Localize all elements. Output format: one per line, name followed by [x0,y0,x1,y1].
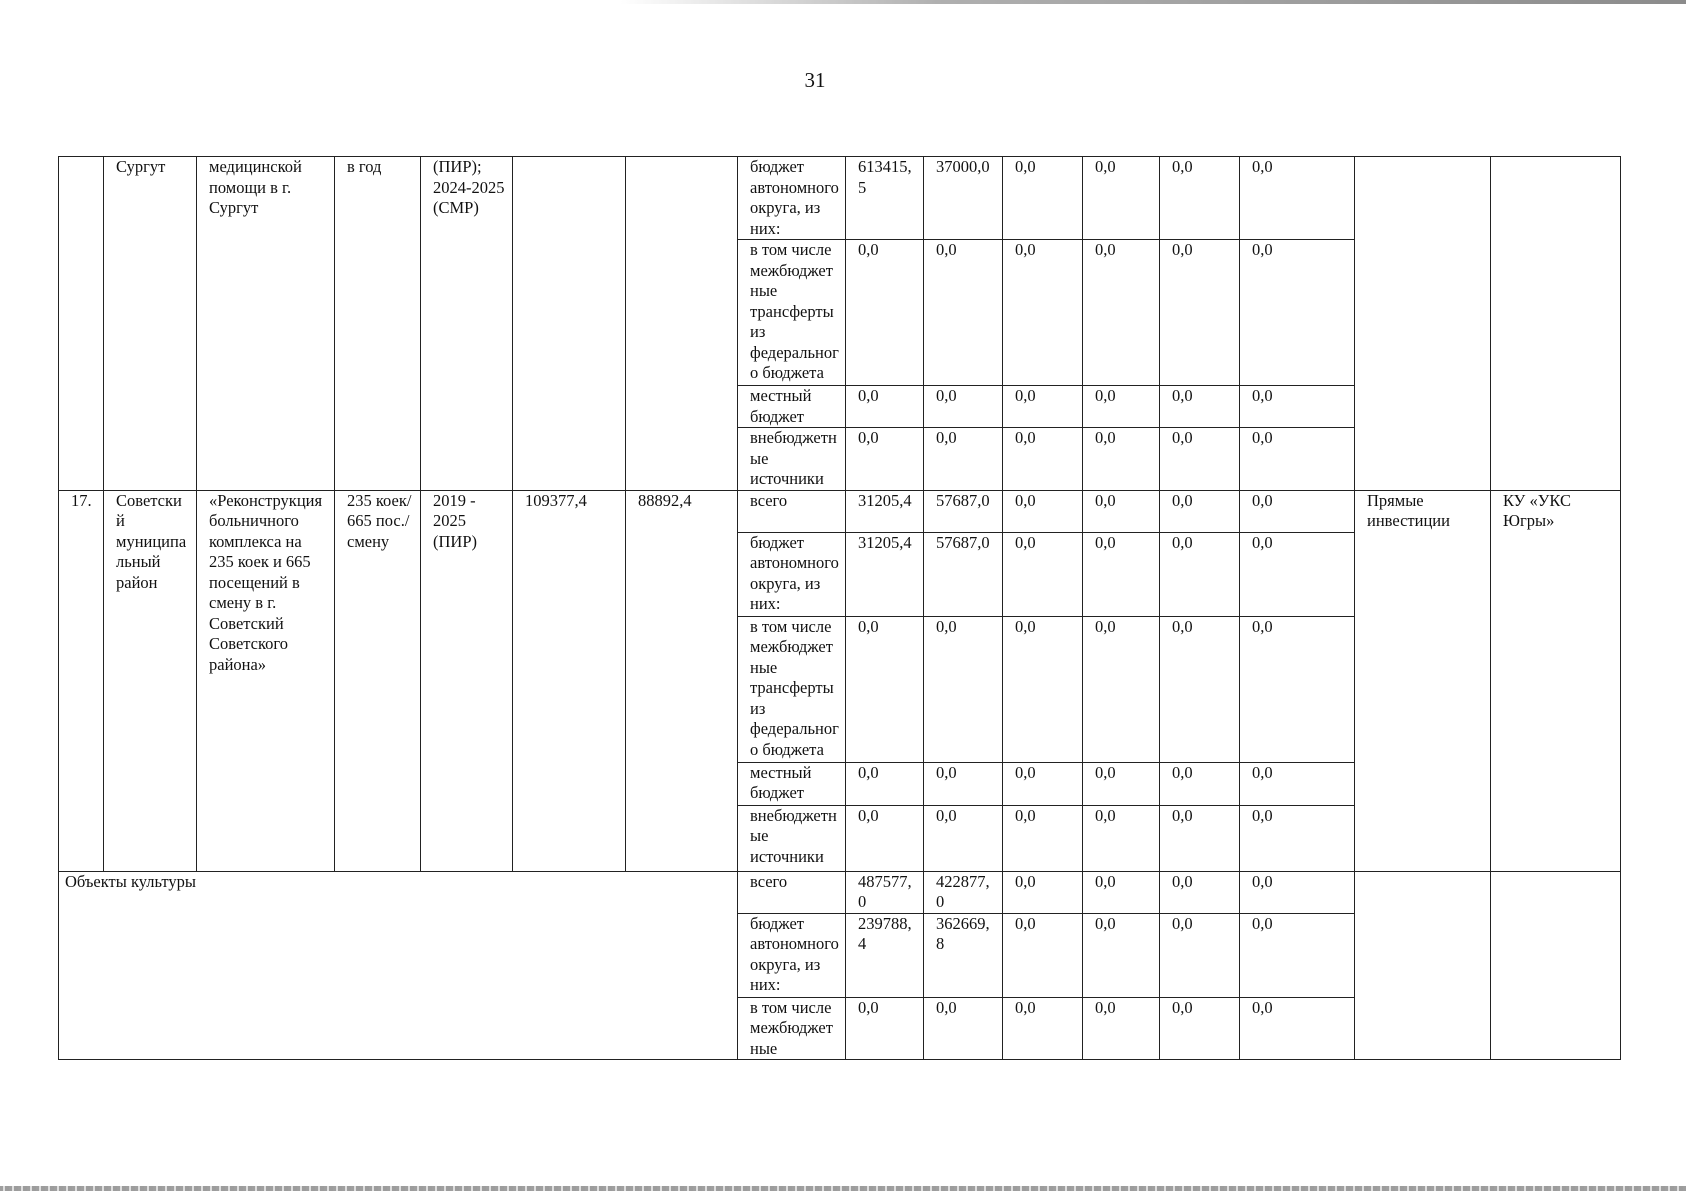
cell-value: 0,0 [1003,871,1083,913]
cell-source: в том числе межбюджетные трансферты из федерального бюджета [738,240,846,386]
cell-capacity: в год [335,157,421,491]
cell-value: 239788,4 [846,913,924,997]
page-number: 31 [804,68,826,92]
cell-number: 17. [59,490,104,871]
cell-value: 0,0 [1160,386,1240,428]
cell-source: местный бюджет [738,386,846,428]
cell-value: 0,0 [1003,240,1083,386]
cell-value: 0,0 [924,762,1003,805]
cell-value: 0,0 [924,428,1003,491]
cell-source: внебюджетные источники [738,805,846,871]
cell-value: 0,0 [1003,913,1083,997]
cell-value: 0,0 [924,616,1003,762]
cell-value: 0,0 [1003,532,1083,616]
cell-mechanism [1355,871,1491,1060]
cell-value: 487577,0 [846,871,924,913]
cell-value: 0,0 [1160,428,1240,491]
cell-value: 0,0 [1160,157,1240,240]
cell-value: 0,0 [1240,913,1355,997]
cell-source: всего [738,871,846,913]
cell-value: 0,0 [1083,913,1160,997]
cell-value: 0,0 [1160,240,1240,386]
cell-value: 0,0 [1003,386,1083,428]
cell-value: 613415,5 [846,157,924,240]
cell-value: 0,0 [1083,428,1160,491]
table-row [59,490,1621,532]
cell-value: 0,0 [1083,532,1160,616]
cell-source: бюджет автономного округа, из них: [738,532,846,616]
cell-value: 0,0 [1240,240,1355,386]
cell-value: 0,0 [1160,997,1240,1060]
cell-value: 0,0 [1083,871,1160,913]
cell-value: 0,0 [924,240,1003,386]
budget-table [58,156,1621,1060]
cell-source: всего [738,490,846,532]
cell-value: 0,0 [1083,240,1160,386]
scan-edge-bottom [0,1186,1686,1191]
cell-remaining: 88892,4 [626,490,738,871]
cell-value: 0,0 [1240,805,1355,871]
cell-value: 0,0 [1240,997,1355,1060]
cell-cost: 109377,4 [513,490,626,871]
cell-value: 0,0 [1160,913,1240,997]
cell-value: 0,0 [1083,386,1160,428]
cell-value: 0,0 [924,805,1003,871]
cell-customer: КУ «УКС Югры» [1491,490,1621,871]
cell-value: 0,0 [1083,805,1160,871]
cell-value: 0,0 [1003,997,1083,1060]
cell-value: 0,0 [1003,428,1083,491]
cell-value: 0,0 [1083,997,1160,1060]
cell-value: 37000,0 [924,157,1003,240]
cell-value: 362669,8 [924,913,1003,997]
cell-number [59,157,104,491]
cell-cost [513,157,626,491]
scan-edge-top [620,0,1686,4]
cell-value: 0,0 [1160,532,1240,616]
cell-section-label: Объекты культуры [59,871,738,1060]
cell-value: 0,0 [1160,762,1240,805]
cell-value: 0,0 [1240,871,1355,913]
cell-value: 0,0 [1003,805,1083,871]
cell-value: 0,0 [1160,805,1240,871]
cell-value: 0,0 [1083,762,1160,805]
cell-value: 0,0 [1160,616,1240,762]
cell-value: 0,0 [1003,490,1083,532]
cell-value: 0,0 [1003,616,1083,762]
cell-value: 57687,0 [924,532,1003,616]
cell-value: 0,0 [846,616,924,762]
cell-value: 31205,4 [846,532,924,616]
cell-value: 0,0 [924,386,1003,428]
cell-value: 31205,4 [846,490,924,532]
cell-value: 0,0 [1160,871,1240,913]
cell-value: 0,0 [1240,490,1355,532]
cell-source: бюджет автономного округа, из них: [738,913,846,997]
cell-value: 57687,0 [924,490,1003,532]
cell-value: 0,0 [846,805,924,871]
cell-value: 0,0 [1160,490,1240,532]
cell-remaining [626,157,738,491]
cell-period: (ПИР); 2024-2025 (СМР) [421,157,513,491]
cell-value: 0,0 [1240,428,1355,491]
cell-value: 422877,0 [924,871,1003,913]
cell-value: 0,0 [846,762,924,805]
cell-value: 0,0 [1240,532,1355,616]
table-row [59,871,1621,913]
cell-value: 0,0 [924,997,1003,1060]
cell-source: бюджет автономного округа, из них: [738,157,846,240]
cell-mechanism [1355,157,1491,491]
cell-municipality: Советский муниципальный район [104,490,197,871]
cell-value: 0,0 [846,240,924,386]
cell-source: внебюджетные источники [738,428,846,491]
cell-period: 2019 - 2025 (ПИР) [421,490,513,871]
cell-object: «Реконструкция больничного комплекса на 235 коек и 665 посещений в смену в г. Советский Советского района» [197,490,335,871]
cell-value: 0,0 [1083,616,1160,762]
cell-value: 0,0 [1240,616,1355,762]
cell-value: 0,0 [1003,762,1083,805]
cell-object: медицинской помощи в г. Сургут [197,157,335,491]
cell-customer [1491,871,1621,1060]
cell-customer [1491,157,1621,491]
cell-value: 0,0 [1240,386,1355,428]
cell-source: в том числе межбюджетные [738,997,846,1060]
cell-value: 0,0 [1083,157,1160,240]
cell-source: местный бюджет [738,762,846,805]
cell-capacity: 235 коек/ 665 пос./смену [335,490,421,871]
cell-value: 0,0 [1083,490,1160,532]
cell-mechanism: Прямые инвестиции [1355,490,1491,871]
cell-value: 0,0 [846,386,924,428]
cell-value: 0,0 [1240,157,1355,240]
table-row [59,157,1621,240]
cell-source: в том числе межбюджетные трансферты из федерального бюджета [738,616,846,762]
cell-value: 0,0 [1240,762,1355,805]
cell-value: 0,0 [846,997,924,1060]
cell-municipality: Сургут [104,157,197,491]
cell-value: 0,0 [1003,157,1083,240]
cell-value: 0,0 [846,428,924,491]
